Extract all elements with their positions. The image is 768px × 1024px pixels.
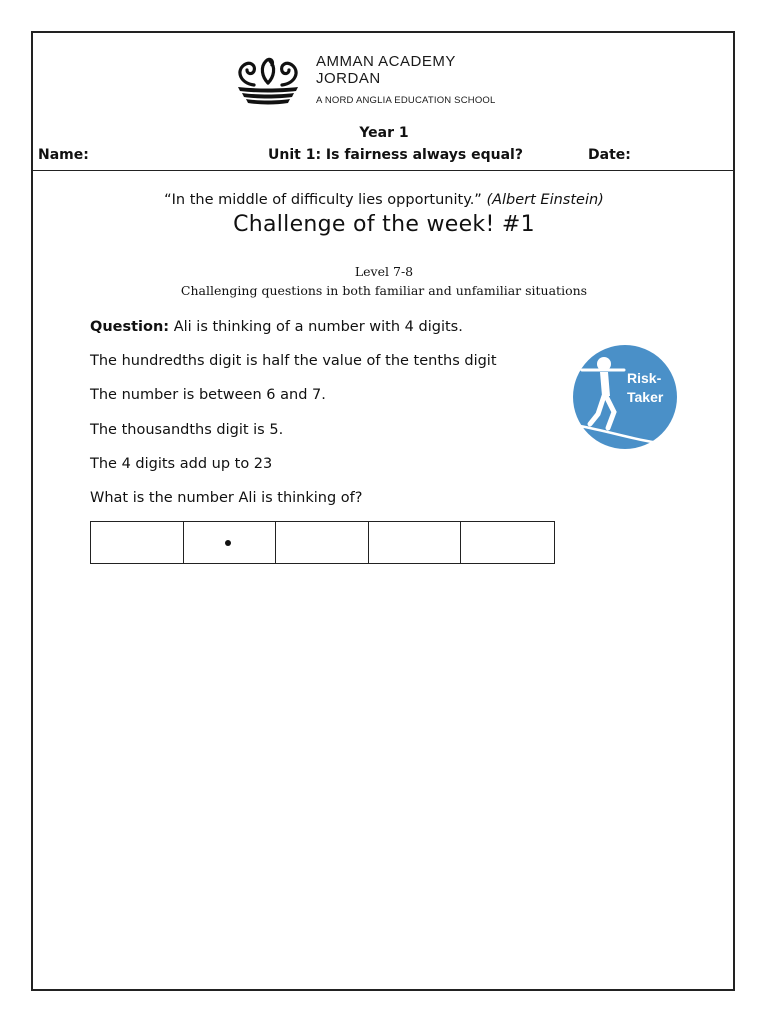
question-label: Question: — [90, 319, 170, 335]
level-label: Level 7-8 — [354, 264, 414, 279]
question-line-5: The 4 digits add up to 23 — [90, 456, 273, 472]
school-name-line2: JORDAN — [316, 70, 381, 87]
answer-box-1[interactable] — [91, 522, 184, 563]
question-line-1 — [90, 319, 463, 335]
question-text: Ali is thinking of a number with 4 digits. — [173, 319, 463, 335]
question-line-6: What is the number Ali is thinking of? — [90, 490, 363, 506]
question-line-2: The hundredths digit is half the value of the tenths digit — [90, 353, 497, 369]
school-name — [316, 53, 456, 87]
school-name-line1: AMMAN ACADEMY — [316, 53, 456, 70]
challenge-title: Challenge of the week! #1 — [233, 212, 535, 237]
answer-box-4[interactable] — [369, 522, 462, 563]
name-label: Name: — [38, 147, 89, 163]
date-label: Date: — [588, 147, 631, 163]
badge-line1: Risk- — [627, 370, 662, 386]
decimal-point — [225, 540, 231, 546]
quote-text: “In the middle of difficulty lies opportunity.” — [164, 192, 482, 208]
year-label: Year 1 — [359, 125, 409, 141]
level-block — [0, 262, 768, 300]
school-crest-logo-icon — [232, 53, 304, 109]
question-line-4: The thousandths digit is 5. — [90, 422, 284, 438]
answer-box-5[interactable] — [461, 522, 554, 563]
question-line-3: The number is between 6 and 7. — [90, 387, 326, 403]
risk-taker-badge — [572, 344, 678, 450]
answer-box-decimal[interactable] — [184, 522, 277, 563]
school-tagline: A NORD ANGLIA EDUCATION SCHOOL — [316, 95, 496, 106]
answer-boxes — [90, 521, 555, 564]
level-description: Challenging questions in both familiar and unfamiliar situations — [180, 283, 588, 298]
page-border — [31, 31, 735, 991]
badge-line2: Taker — [627, 389, 664, 405]
answer-box-3[interactable] — [276, 522, 369, 563]
header-divider — [33, 170, 735, 171]
quote — [0, 192, 768, 208]
unit-title: Unit 1: Is fairness always equal? — [268, 147, 523, 163]
quote-author: (Albert Einstein) — [486, 192, 604, 208]
